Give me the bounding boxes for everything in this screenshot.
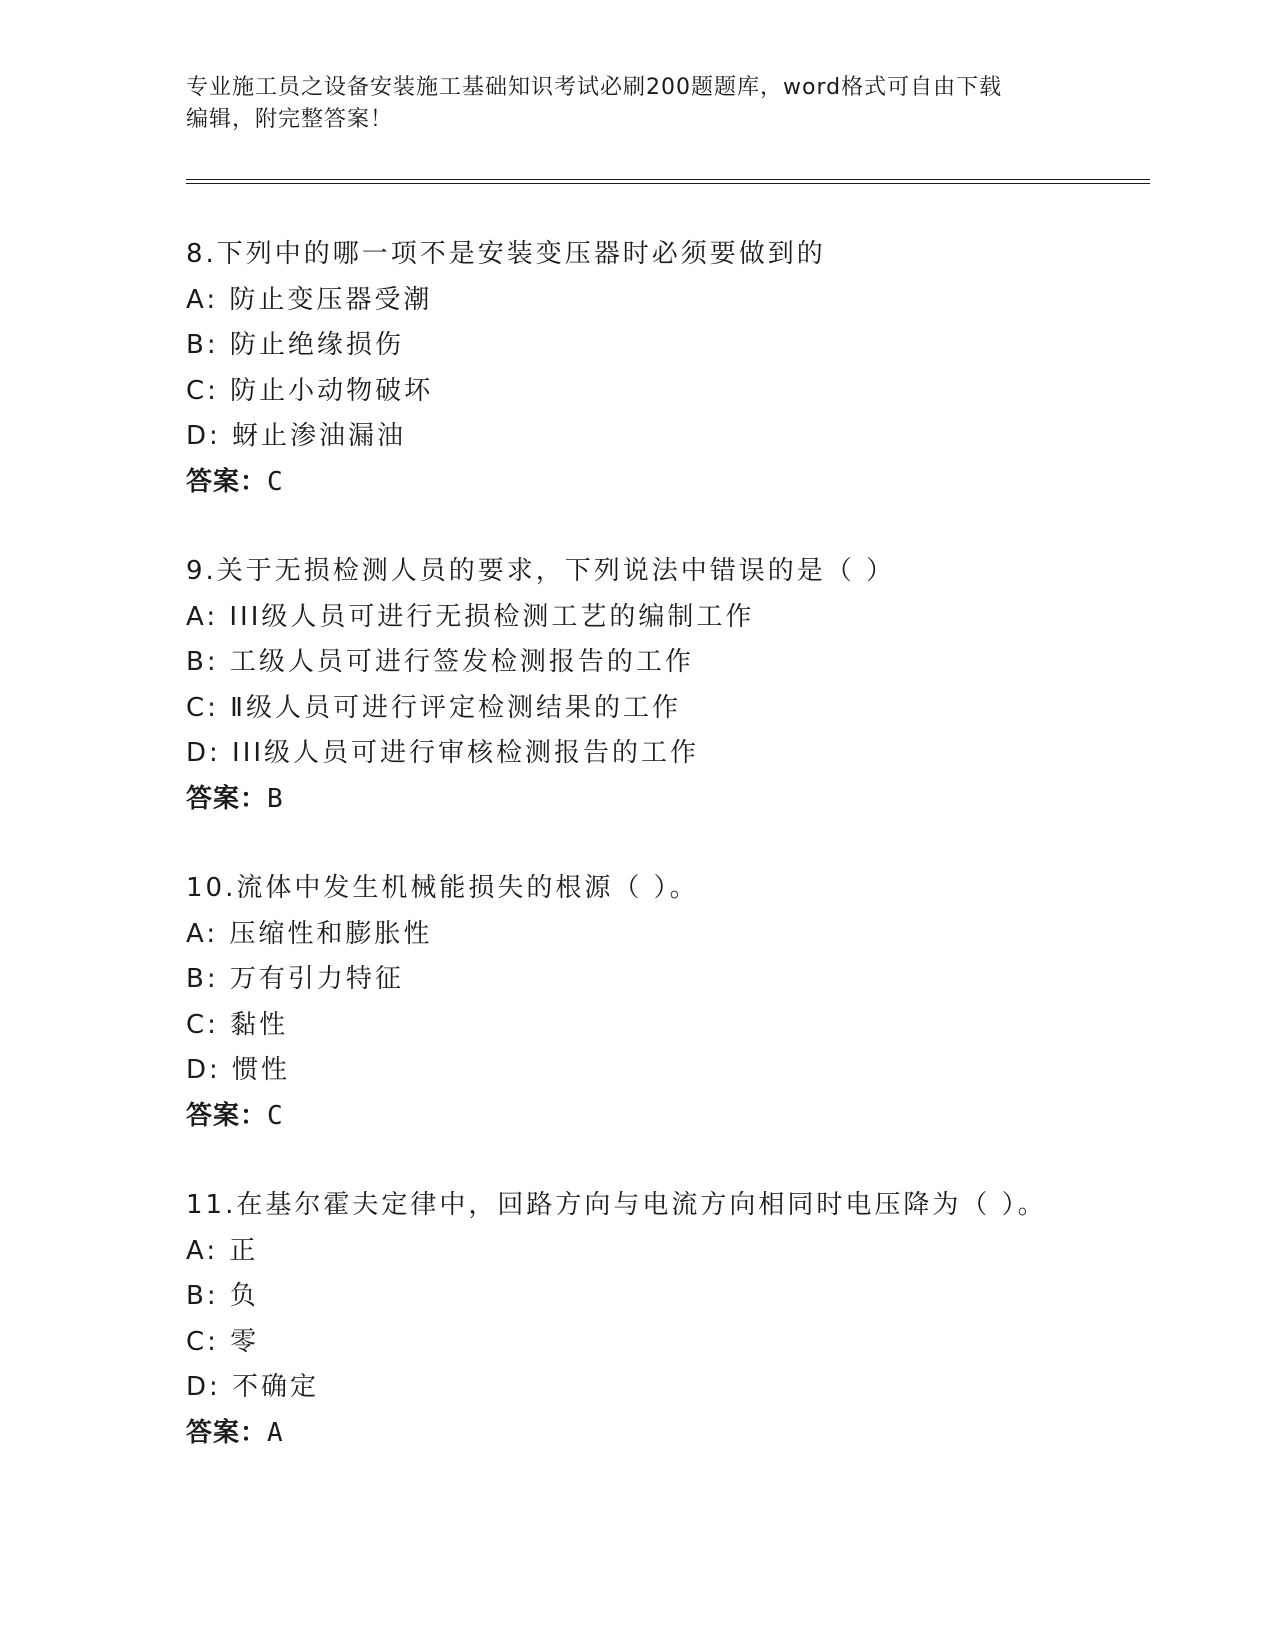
question-stem: 10.流体中发生机械能损失的根源（ ）。 xyxy=(186,873,699,903)
question-stem: 9.关于无损检测人员的要求，下列说法中错误的是（ ） xyxy=(186,556,896,586)
answer-label: 答案： xyxy=(186,1417,268,1448)
option-c: C: 零 xyxy=(186,1326,260,1357)
question-11 xyxy=(186,1183,1146,1456)
option-c: C: 黏性 xyxy=(186,1009,289,1040)
question-10 xyxy=(186,866,1146,1139)
option-c: C: Ⅱ级人员可进行评定检测结果的工作 xyxy=(186,692,681,723)
question-list xyxy=(186,232,1146,1500)
option-c: C: 防止小动物破坏 xyxy=(186,375,434,406)
option-d: D: 不确定 xyxy=(186,1372,320,1402)
option-b: B: 万有引力特征 xyxy=(186,964,404,994)
answer-value: C xyxy=(267,466,284,497)
option-d: D: 惯性 xyxy=(186,1055,291,1085)
answer-label: 答案： xyxy=(186,466,268,497)
answer-value: B xyxy=(267,783,284,814)
option-a: A: 防止变压器受潮 xyxy=(186,284,433,315)
header-line-2: 编辑，附完整答案！ xyxy=(186,107,394,132)
option-d: D: III级人员可进行审核检测报告的工作 xyxy=(186,738,700,768)
option-a: A: III级人员可进行无损检测工艺的编制工作 xyxy=(186,601,755,632)
header-rule-bottom xyxy=(186,183,1150,184)
answer-label: 答案： xyxy=(186,783,268,814)
option-a: A: 压缩性和膨胀性 xyxy=(186,918,433,949)
option-a: A: 正 xyxy=(186,1235,259,1266)
option-b: B: 负 xyxy=(186,1281,259,1311)
answer-label: 答案： xyxy=(186,1100,268,1131)
answer-value: C xyxy=(267,1100,284,1131)
option-b: B: 工级人员可进行签发检测报告的工作 xyxy=(186,647,694,677)
answer-value: A xyxy=(267,1417,284,1448)
document-header xyxy=(186,72,1086,136)
question-stem: 8.下列中的哪一项不是安装变压器时必须要做到的 xyxy=(186,239,826,269)
option-b: B: 防止绝缘损伤 xyxy=(186,330,404,360)
question-8 xyxy=(186,232,1146,505)
header-rule-top xyxy=(186,179,1150,180)
header-line-1: 专业施工员之设备安装施工基础知识考试必刷200题题库，word格式可自由下载 xyxy=(186,75,1003,100)
option-d: D: 蚜止渗油漏油 xyxy=(186,421,407,451)
answer-line xyxy=(186,460,1146,506)
question-9 xyxy=(186,549,1146,822)
answer-line xyxy=(186,1411,1146,1457)
answer-line xyxy=(186,777,1146,823)
question-stem: 11.在基尔霍夫定律中，回路方向与电流方向相同时电压降为（ ）。 xyxy=(186,1190,1047,1220)
answer-line xyxy=(186,1094,1146,1140)
